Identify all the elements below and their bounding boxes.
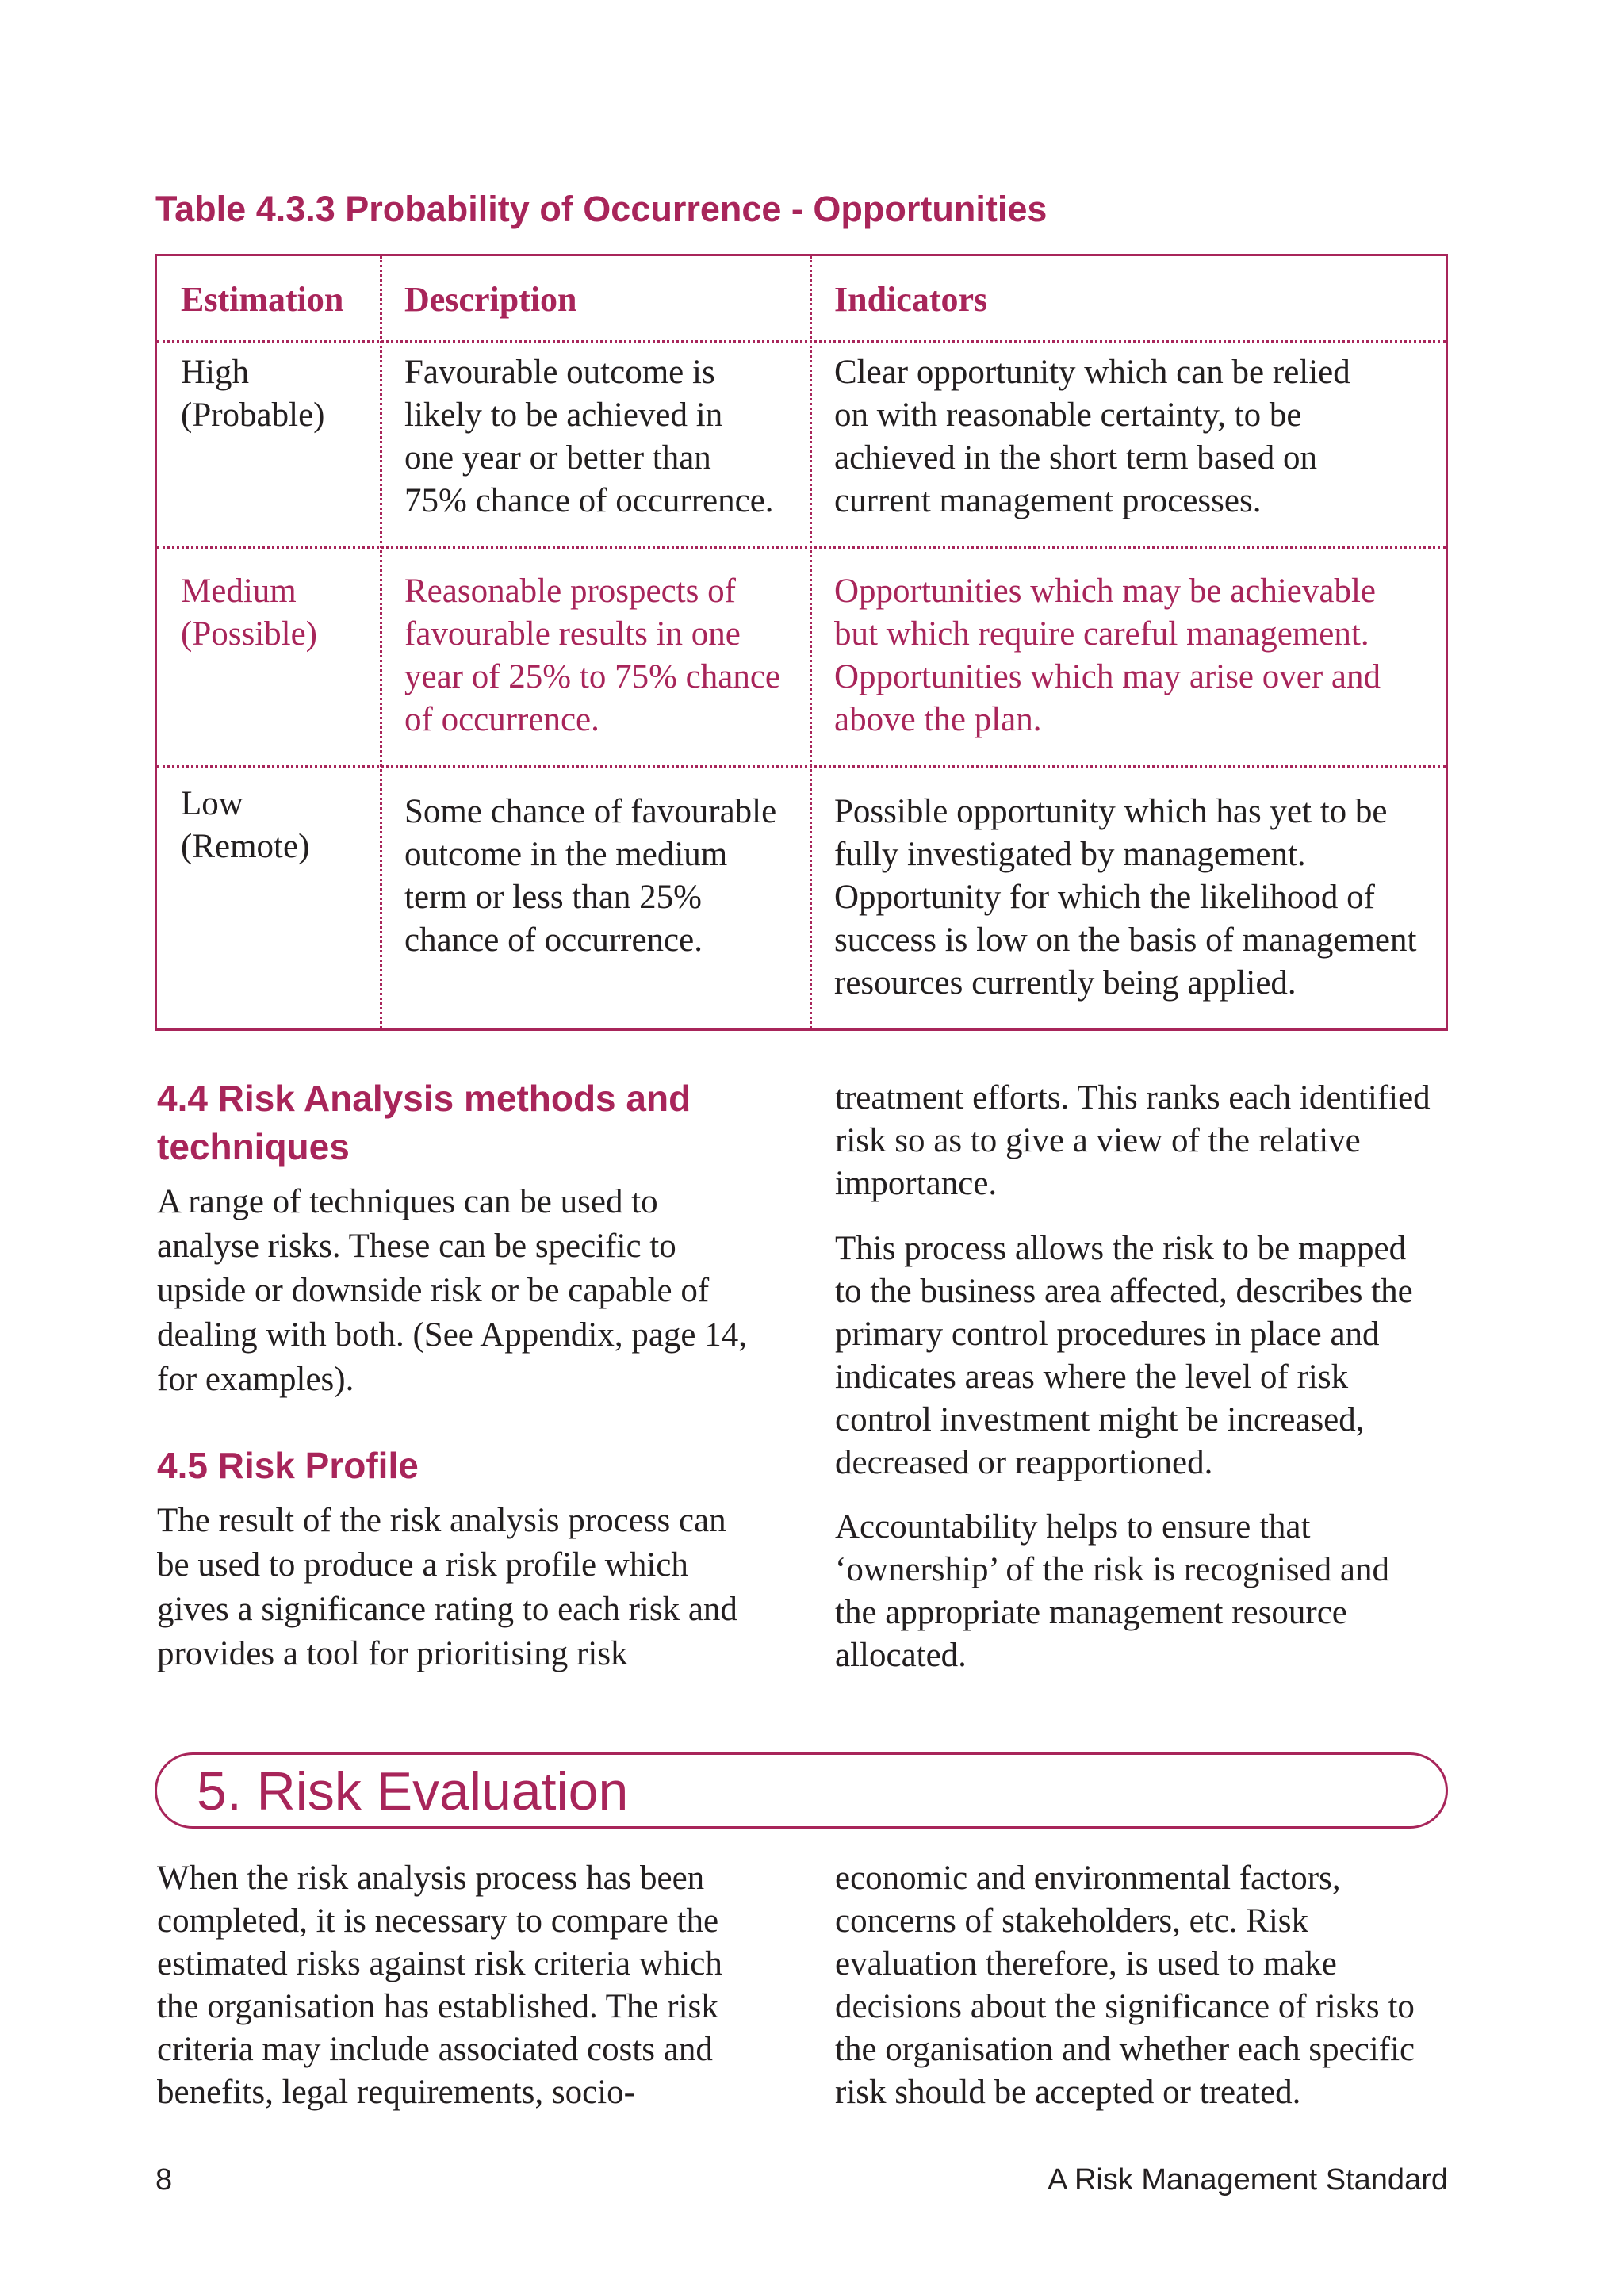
text-line: allocated. (835, 1637, 967, 1674)
cell-line: current management processes. (834, 482, 1262, 519)
cell-line: Favourable outcome is (404, 354, 715, 391)
cell-line: (Possible) (181, 615, 317, 653)
text-line: evaluation therefore, is used to make (835, 1945, 1337, 1982)
text-line: indicates areas where the level of risk (835, 1358, 1349, 1396)
cell-line: resources currently being applied. (834, 964, 1297, 1002)
text-line: treatment efforts. This ranks each identified (835, 1079, 1431, 1117)
section-4-4-heading (157, 1074, 691, 1171)
cell-line: Reasonable prospects of (404, 573, 736, 610)
cell-line: Opportunities which may arise over and (834, 658, 1381, 695)
cell-line: High (181, 354, 249, 391)
text-line: be used to produce a risk profile which (157, 1546, 688, 1584)
text-line: economic and environmental factors, (835, 1860, 1341, 1897)
text-line: dealing with both. (See Appendix, page 14, (157, 1316, 747, 1354)
table-caption: Table 4.3.3 Probability of Occurrence - Opportunities (155, 189, 1048, 229)
row-low-estimation (181, 783, 309, 868)
section-5-left-body (157, 1857, 815, 2114)
cell-line: Opportunity for which the likelihood of (834, 879, 1375, 916)
cell-line: chance of occurrence. (404, 921, 703, 959)
text-line: Accountability helps to ensure that (835, 1508, 1311, 1546)
heading-line: techniques (157, 1126, 350, 1167)
cell-line: Low (181, 785, 243, 822)
cell-line: Opportunities which may be achievable (834, 573, 1377, 610)
text-line: This process allows the risk to be mapped (835, 1230, 1407, 1267)
column-divider (810, 256, 812, 1028)
section-5-title: 5. Risk Evaluation (197, 1761, 629, 1821)
section-4-5-heading: 4.5 Risk Profile (157, 1445, 419, 1486)
text-line: decreased or reapportioned. (835, 1444, 1213, 1481)
heading-line: 4.4 Risk Analysis methods and (157, 1078, 691, 1119)
column-divider (380, 256, 382, 1028)
header-description: Description (404, 280, 577, 319)
cell-line: (Remote) (181, 828, 310, 865)
text-line: analyse risks. These can be specific to (157, 1228, 676, 1265)
cell-line: favourable results in one (404, 615, 741, 653)
text-line: upside or downside risk or be capable of (157, 1272, 710, 1309)
text-line: risk so as to give a view of the relative (835, 1122, 1361, 1159)
cell-line: Medium (181, 573, 297, 610)
row-high-estimation (181, 351, 325, 437)
right-col-para-1 (835, 1077, 1493, 1205)
cell-line: year of 25% to 75% chance (404, 658, 780, 695)
text-line: primary control procedures in place and (835, 1316, 1380, 1353)
footer-doc-title: A Risk Management Standard (1048, 2163, 1448, 2197)
text-line: When the risk analysis process has been (157, 1860, 705, 1897)
section-4-5-body (157, 1499, 815, 1676)
cell-line: one year or better than (404, 439, 711, 477)
text-line: estimated risks against risk criteria which (157, 1945, 722, 1982)
text-line: benefits, legal requirements, socio- (157, 2074, 635, 2111)
header-estimation: Estimation (181, 280, 344, 319)
text-line: The result of the risk analysis process can (157, 1502, 726, 1539)
right-col-para-3 (835, 1506, 1493, 1677)
probability-table (155, 254, 1448, 1031)
cell-line: fully investigated by management. (834, 836, 1306, 873)
cell-line: of occurrence. (404, 701, 599, 738)
row-divider (157, 765, 1446, 768)
text-line: the organisation and whether each specific (835, 2031, 1415, 2068)
row-medium-indicators (834, 570, 1381, 741)
text-line: decisions about the significance of risks to (835, 1988, 1415, 2025)
row-high-indicators (834, 351, 1350, 523)
text-line: to the business area affected, describes the (835, 1273, 1413, 1310)
row-medium-description (404, 570, 780, 741)
section-5-right-body (835, 1857, 1493, 2114)
cell-line: Possible opportunity which has yet to be (834, 793, 1388, 830)
right-col-para-2 (835, 1228, 1493, 1484)
section-4-4-body (157, 1180, 815, 1402)
cell-line: 75% chance of occurrence. (404, 482, 774, 519)
row-high-description (404, 351, 774, 523)
text-line: importance. (835, 1165, 998, 1202)
text-line: the appropriate management resource (835, 1594, 1347, 1631)
row-divider (157, 340, 1446, 343)
cell-line: success is low on the basis of management (834, 921, 1417, 959)
text-line: the organisation has established. The risk (157, 1988, 718, 2025)
cell-line: term or less than 25% (404, 879, 702, 916)
section-5-banner (155, 1752, 1448, 1829)
cell-line: outcome in the medium (404, 836, 728, 873)
text-line: control investment might be increased, (835, 1401, 1365, 1438)
row-low-description (404, 791, 776, 962)
cell-line: (Probable) (181, 396, 325, 434)
text-line: provides a tool for prioritising risk (157, 1635, 628, 1672)
cell-line: achieved in the short term based on (834, 439, 1317, 477)
text-line: completed, it is necessary to compare the (157, 1902, 719, 1940)
text-line: risk should be accepted or treated. (835, 2074, 1301, 2111)
text-line: A range of techniques can be used to (157, 1183, 658, 1220)
text-line: gives a significance rating to each risk and (157, 1591, 737, 1628)
text-line: for examples). (157, 1361, 354, 1398)
cell-line: Clear opportunity which can be relied (834, 354, 1350, 391)
cell-line: above the plan. (834, 701, 1042, 738)
row-medium-estimation (181, 570, 317, 656)
header-indicators: Indicators (834, 280, 988, 319)
row-low-indicators (834, 791, 1416, 1005)
cell-line: on with reasonable certainty, to be (834, 396, 1302, 434)
text-line: concerns of stakeholders, etc. Risk (835, 1902, 1309, 1940)
text-line: ‘ownership’ of the risk is recognised and (835, 1551, 1389, 1588)
text-line: criteria may include associated costs and (157, 2031, 713, 2068)
page-number: 8 (155, 2163, 173, 2197)
cell-line: likely to be achieved in (404, 396, 723, 434)
cell-line: Some chance of favourable (404, 793, 777, 830)
row-divider (157, 546, 1446, 549)
cell-line: but which require careful management. (834, 615, 1369, 653)
